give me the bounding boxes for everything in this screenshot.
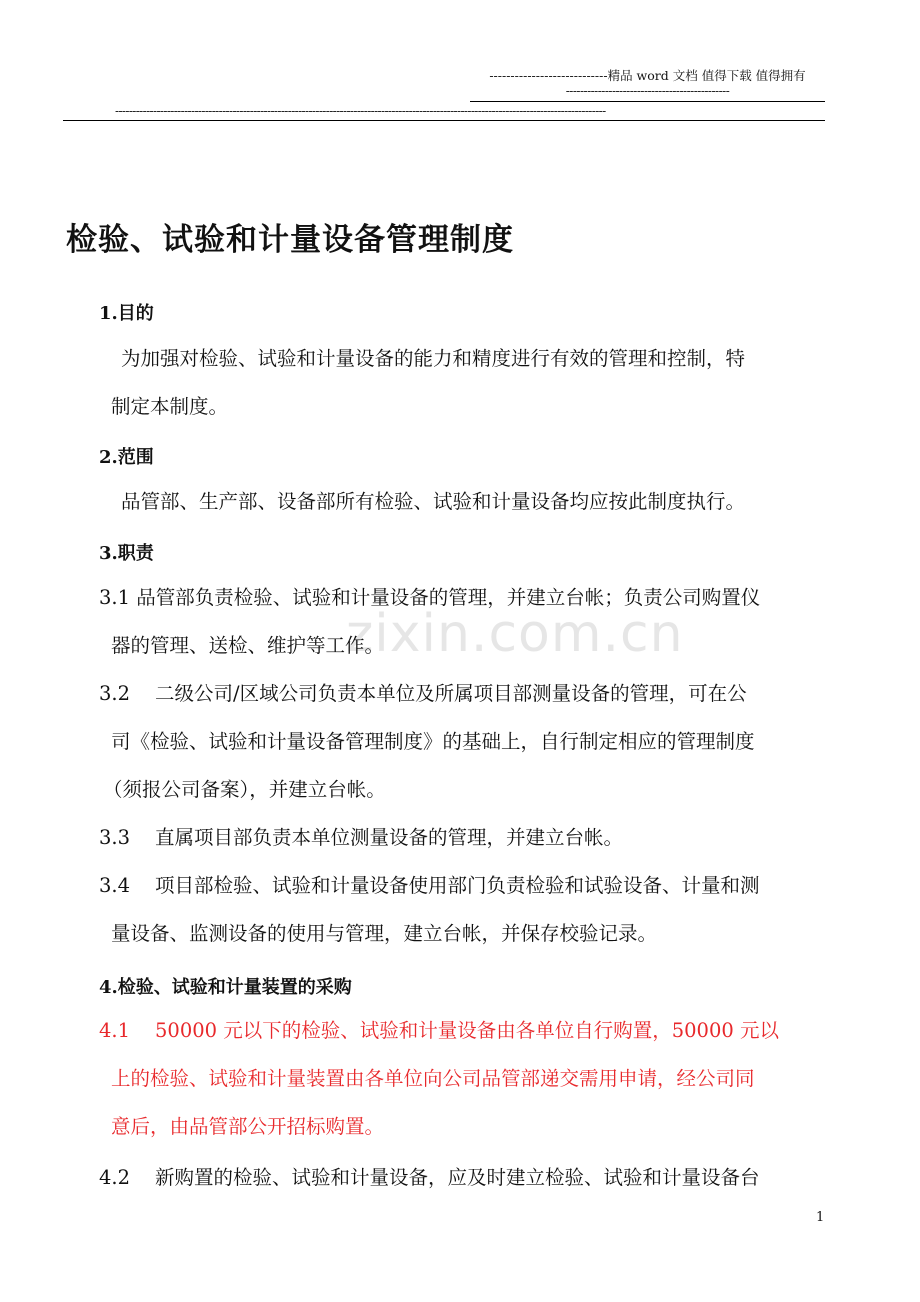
list-item-3-3 bbox=[99, 814, 827, 862]
section-heading-scope: 2.范围 bbox=[99, 447, 154, 468]
text-line: 司《检验、试验和计量设备管理制度》的基础上，自行制定相应的管理制度 bbox=[111, 730, 755, 753]
header-rule-long bbox=[63, 120, 825, 121]
text-line: 意后，由品管部公开招标购置。 bbox=[111, 1115, 385, 1138]
document-title: 检验、试验和计量设备管理制度 bbox=[66, 222, 514, 258]
text-line: 制定本制度。 bbox=[111, 395, 229, 418]
header-dash-line-long: ---------------------------------------------------------------------------------------------------------------------------------------------- bbox=[115, 104, 606, 118]
header-rule-short bbox=[470, 101, 825, 102]
header-dash-line: ---------------------------------------------- bbox=[565, 84, 730, 98]
item-number: 3.1 bbox=[99, 586, 131, 609]
header-banner: ----------------------------精品 word 文档 值得下载 值得拥有 bbox=[489, 68, 806, 83]
list-item-3-1 bbox=[99, 574, 827, 670]
text-line: 器的管理、送检、维护等工作。 bbox=[111, 634, 385, 657]
item-number: 3.4 bbox=[99, 874, 131, 897]
item-number: 4.1 bbox=[99, 1019, 131, 1042]
text-line: 量设备、监测设备的使用与管理，建立台帐，并保存校验记录。 bbox=[111, 922, 658, 945]
page-number: 1 bbox=[816, 1210, 825, 1225]
text-line: 新购置的检验、试验和计量设备，应及时建立检验、试验和计量设备台 bbox=[155, 1166, 760, 1189]
watermark: zixin.com.cn bbox=[346, 604, 684, 664]
item-number: 3.3 bbox=[99, 826, 131, 849]
item-number: 4.2 bbox=[99, 1166, 131, 1189]
text-line: （须报公司备案），并建立台帐。 bbox=[103, 778, 386, 801]
section-heading-procurement: 4.检验、试验和计量装置的采购 bbox=[99, 977, 352, 998]
text-line: 直属项目部负责本单位测量设备的管理，并建立台帐。 bbox=[155, 826, 624, 849]
section-body-scope bbox=[99, 478, 827, 526]
list-item-4-1 bbox=[99, 1007, 827, 1151]
list-item-3-4 bbox=[99, 862, 827, 958]
text-line: 50000 元以下的检验、试验和计量设备由各单位自行购置，50000 元以 bbox=[155, 1019, 779, 1042]
text-line: 上的检验、试验和计量装置由各单位向公司品管部递交需用申请，经公司同 bbox=[111, 1067, 755, 1090]
section-heading-purpose: 1.目的 bbox=[99, 303, 154, 324]
item-number: 3.2 bbox=[99, 682, 131, 705]
list-item-4-2 bbox=[99, 1154, 827, 1202]
section-heading-duties: 3.职责 bbox=[99, 543, 154, 564]
text-line: 二级公司/区域公司负责本单位及所属项目部测量设备的管理，可在公 bbox=[155, 682, 747, 705]
text-line: 品管部负责检验、试验和计量设备的管理，并建立台帐；负责公司购置仪 bbox=[136, 586, 761, 609]
list-item-3-2 bbox=[99, 670, 827, 814]
text-line: 项目部检验、试验和计量设备使用部门负责检验和试验设备、计量和测 bbox=[155, 874, 760, 897]
text-line: 为加强对检验、试验和计量设备的能力和精度进行有效的管理和控制，特 bbox=[121, 347, 746, 370]
text-line: 品管部、生产部、设备部所有检验、试验和计量设备均应按此制度执行。 bbox=[121, 490, 746, 513]
section-body-purpose bbox=[99, 335, 827, 431]
